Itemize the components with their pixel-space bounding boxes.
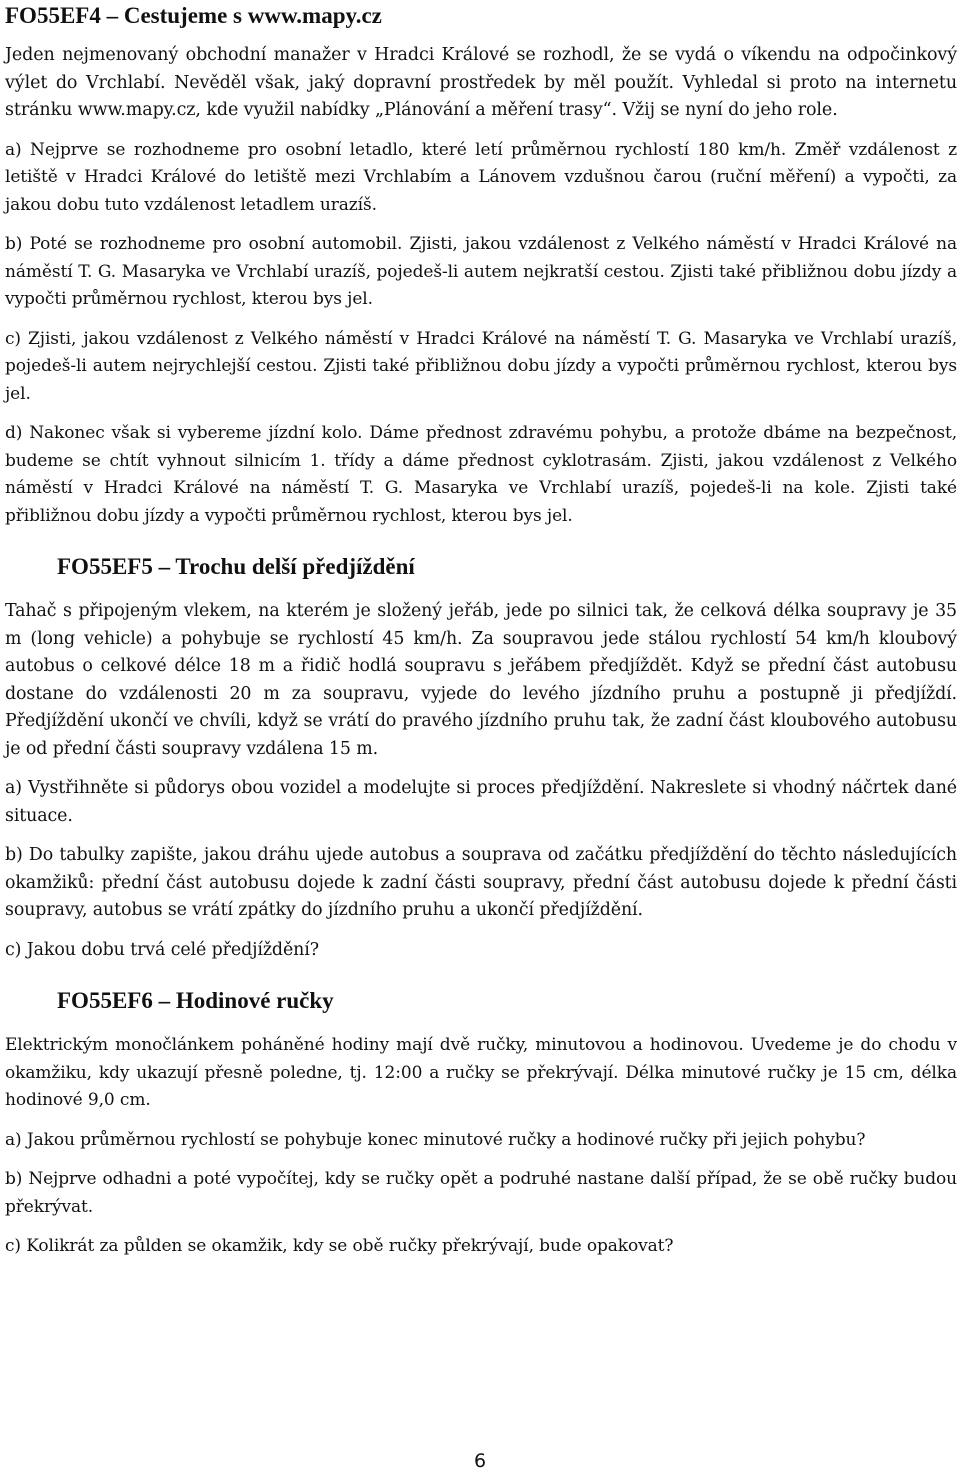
section-title: FO55EF4 – Cestujeme s www.mapy.cz bbox=[5, 3, 382, 28]
task-a: a) Nejprve se rozhodneme pro osobní letadlo, které letí průměrnou rychlostí 180 km/h. Změř vzdálenost z letiště v Hradci Králové do letiště mezi Vrchlabím a Lánovem vzdušnou čarou (ruční měření) a vypočti, za jakou dobu tuto vzdálenost letadlem urazíš. bbox=[5, 139, 957, 215]
section-fo55ef6 bbox=[5, 987, 957, 1261]
page-number: 6 bbox=[473, 1450, 487, 1472]
task-a: a) Jakou průměrnou rychlostí se pohybuje konec minutové ručky a hodinové ručky při jejich pohybu? bbox=[5, 1129, 866, 1150]
section-intro: Tahač s připojeným vlekem, na kterém je složený jeřáb, jede po silnici tak, že celková délka soupravy je 35 m (long vehicle) a pohybuje se rychlostí 45 km/h. Za soupravou jede stálou rychlostí 54 km/h kloubový autobus o celkové délce 18 m a řidič hodlá soupravu s jeřábem předjíždět. Když se přední část autobusu dostane do vzdálenosti 20 m za soupravu, vyjede do levého jízdního pruhu a postupně ji předjíždí. Předjíždění ukončí ve chvíli, když se vrátí do pravého jízdního pruhu tak, že zadní část kloubového autobusu je od přední části soupravy vzdálena 15 m. bbox=[5, 601, 957, 759]
task-b: b) Nejprve odhadni a poté vypočítej, kdy se ručky opět a podruhé nastane další případ, že se obě ručky budou překrývat. bbox=[5, 1169, 957, 1217]
task-c: c) Kolikrát za půlden se okamžik, kdy se obě ručky překrývají, bude opakovat? bbox=[5, 1236, 674, 1256]
section-fo55ef5 bbox=[5, 553, 957, 964]
task-b: b) Do tabulky zapište, jakou dráhu ujede autobus a souprava od začátku předjíždění do těchto následujících okamžiků: přední část autobusu dojede k zadní části soupravy, přední část autobusu dojede k přední části soupravy, autobus se vrátí zpátky do jízdního pruhu a ukončí předjíždění. bbox=[5, 845, 957, 920]
task-c: c) Zjisti, jakou vzdálenost z Velkého náměstí v Hradci Králové na náměstí T. G. Masaryka ve Vrchlabí urazíš, pojedeš-li autem nejrychlejší cestou. Zjisti také přibližnou dobu jízdy a vypočti průměrnou rychlost, kterou bys jel. bbox=[5, 328, 957, 404]
task-c: c) Jakou dobu trvá celé předjíždění? bbox=[5, 939, 319, 960]
section-title: FO55EF5 – Trochu delší předjíždění bbox=[57, 554, 415, 579]
section-title: FO55EF6 – Hodinové ručky bbox=[57, 988, 334, 1013]
task-b: b) Poté se rozhodneme pro osobní automobil. Zjisti, jakou vzdálenost z Velkého náměstí v Hradci Králové na náměstí T. G. Masaryka ve Vrchlabí urazíš, pojedeš-li autem nejkratší cestou. Zjisti také přibližnou dobu jízdy a vypočti průměrnou rychlost, kterou bys jel. bbox=[5, 234, 957, 309]
document-page bbox=[5, 0, 957, 1273]
task-a: a) Vystřihněte si půdorys obou vozidel a modelujte si proces předjíždění. Nakreslete si vhodný náčrtek dané situace. bbox=[5, 778, 957, 826]
section-intro: Elektrickým monočlánkem poháněné hodiny mají dvě ručky, minutovou a hodinovou. Uvedeme je do chodu v okamžiku, kdy ukazují přesně poledne, tj. 12:00 a ručky se překrývají. Délka minutové ručky je 15 cm, délka hodinové 9,0 cm. bbox=[5, 1035, 957, 1110]
section-fo55ef4 bbox=[5, 0, 957, 530]
task-d: d) Nakonec však si vybereme jízdní kolo. Dáme přednost zdravému pohybu, a protože dbáme na bezpečnost, budeme se chtít vyhnout silnicím 1. třídy a dáme přednost cyklotrasám. Zjisti, jakou vzdálenost z Velkého náměstí v Hradci Králové na náměstí T. G. Masaryka ve Vrchlabí urazíš, pojedeš-li na kole. Zjisti také přibližnou dobu jízdy a vypočti průměrnou rychlost, kterou bys jel. bbox=[5, 423, 957, 526]
section-intro: Jeden nejmenovaný obchodní manažer v Hradci Králové se rozhodl, že se vydá o víkendu na odpočinkový výlet do Vrchlabí. Nevěděl však, jaký dopravní prostředek by měl použít. Vyhledal si proto na internetu stránku www.mapy.cz, kde využil nabídky „Plánování a měření trasy“. Vžij se nyní do jeho role. bbox=[5, 45, 957, 120]
